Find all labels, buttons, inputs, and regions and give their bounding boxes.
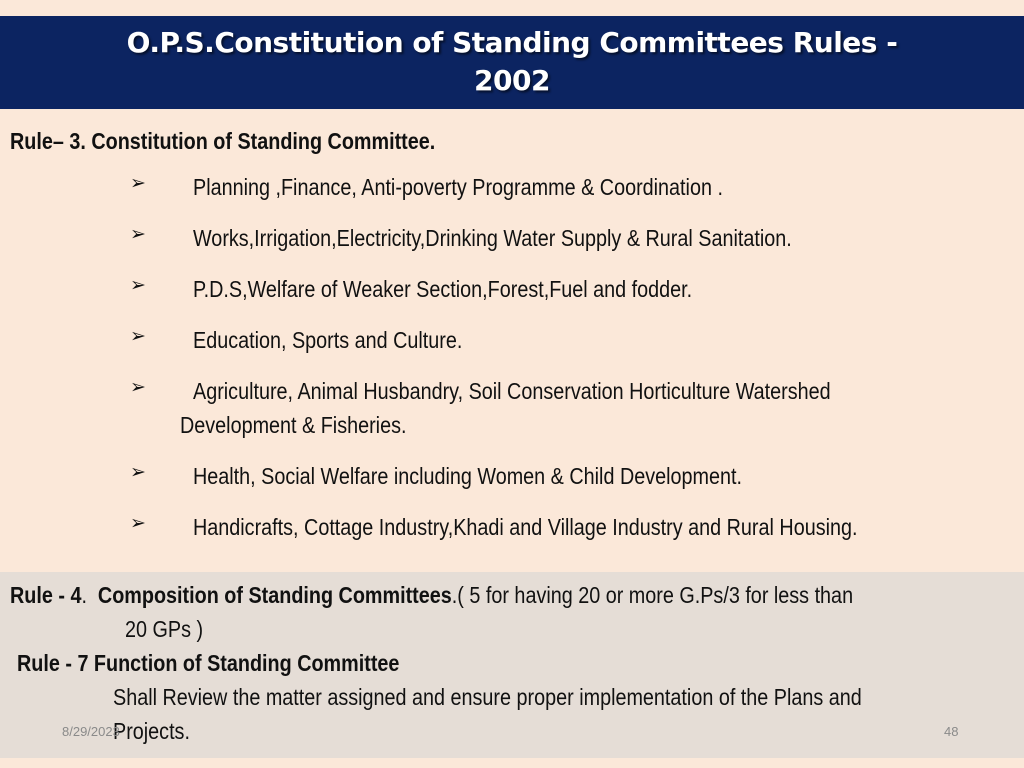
arrow-bullet-icon: ➢ [130,376,146,398]
bullet-text: Planning ,Finance, Anti-poverty Programme & Coordination . [193,174,723,200]
title-bar [0,16,1024,109]
rule7-body-line1: Shall Review the matter assigned and ensure proper implementation of the Plans and [113,684,862,710]
arrow-bullet-icon: ➢ [130,325,146,347]
rule7-body-line2: Projects. [113,718,190,744]
slide-title-line2: 2002 [474,64,550,97]
bullet-text: Agriculture, Animal Husbandry, Soil Conservation Horticulture Watershed [193,378,831,404]
bullet-text: Development & Fisheries. [180,412,407,438]
arrow-bullet-icon: ➢ [130,223,146,245]
slide-title-line1: O.P.S.Constitution of Standing Committees Rules - [126,26,898,59]
rule4-detail: .( 5 for having 20 or more G.Ps/3 for less than [451,582,854,608]
arrow-bullet-icon: ➢ [130,172,146,194]
rule7-heading [17,650,399,677]
bullet-text: Works,Irrigation,Electricity,Drinking Water Supply & Rural Sanitation. [193,225,792,251]
rule4-line [10,582,853,609]
rule7-label: Rule - 7 Function of Standing Committee [17,650,400,676]
bullet-text: Health, Social Welfare including Women & Child Development. [193,463,742,489]
arrow-bullet-icon: ➢ [130,461,146,483]
bullet-text: Education, Sports and Culture. [193,327,463,353]
rule4-title: Composition of Standing Committees [97,582,452,608]
footer-date: 8/29/2023 [62,724,120,739]
bullet-text: Handicrafts, Cottage Industry,Khadi and Village Industry and Rural Housing. [193,514,858,540]
rule4-dot: . [81,582,87,608]
arrow-bullet-icon: ➢ [130,512,146,534]
rule4-label: Rule - 4 [10,582,82,608]
slide-number: 48 [944,724,959,739]
rule4-continuation: 20 GPs ) [125,616,204,642]
bullet-text: P.D.S,Welfare of Weaker Section,Forest,Fuel and fodder. [193,276,693,302]
rule3-heading: Rule– 3. Constitution of Standing Committee. [10,128,436,154]
arrow-bullet-icon: ➢ [130,274,146,296]
